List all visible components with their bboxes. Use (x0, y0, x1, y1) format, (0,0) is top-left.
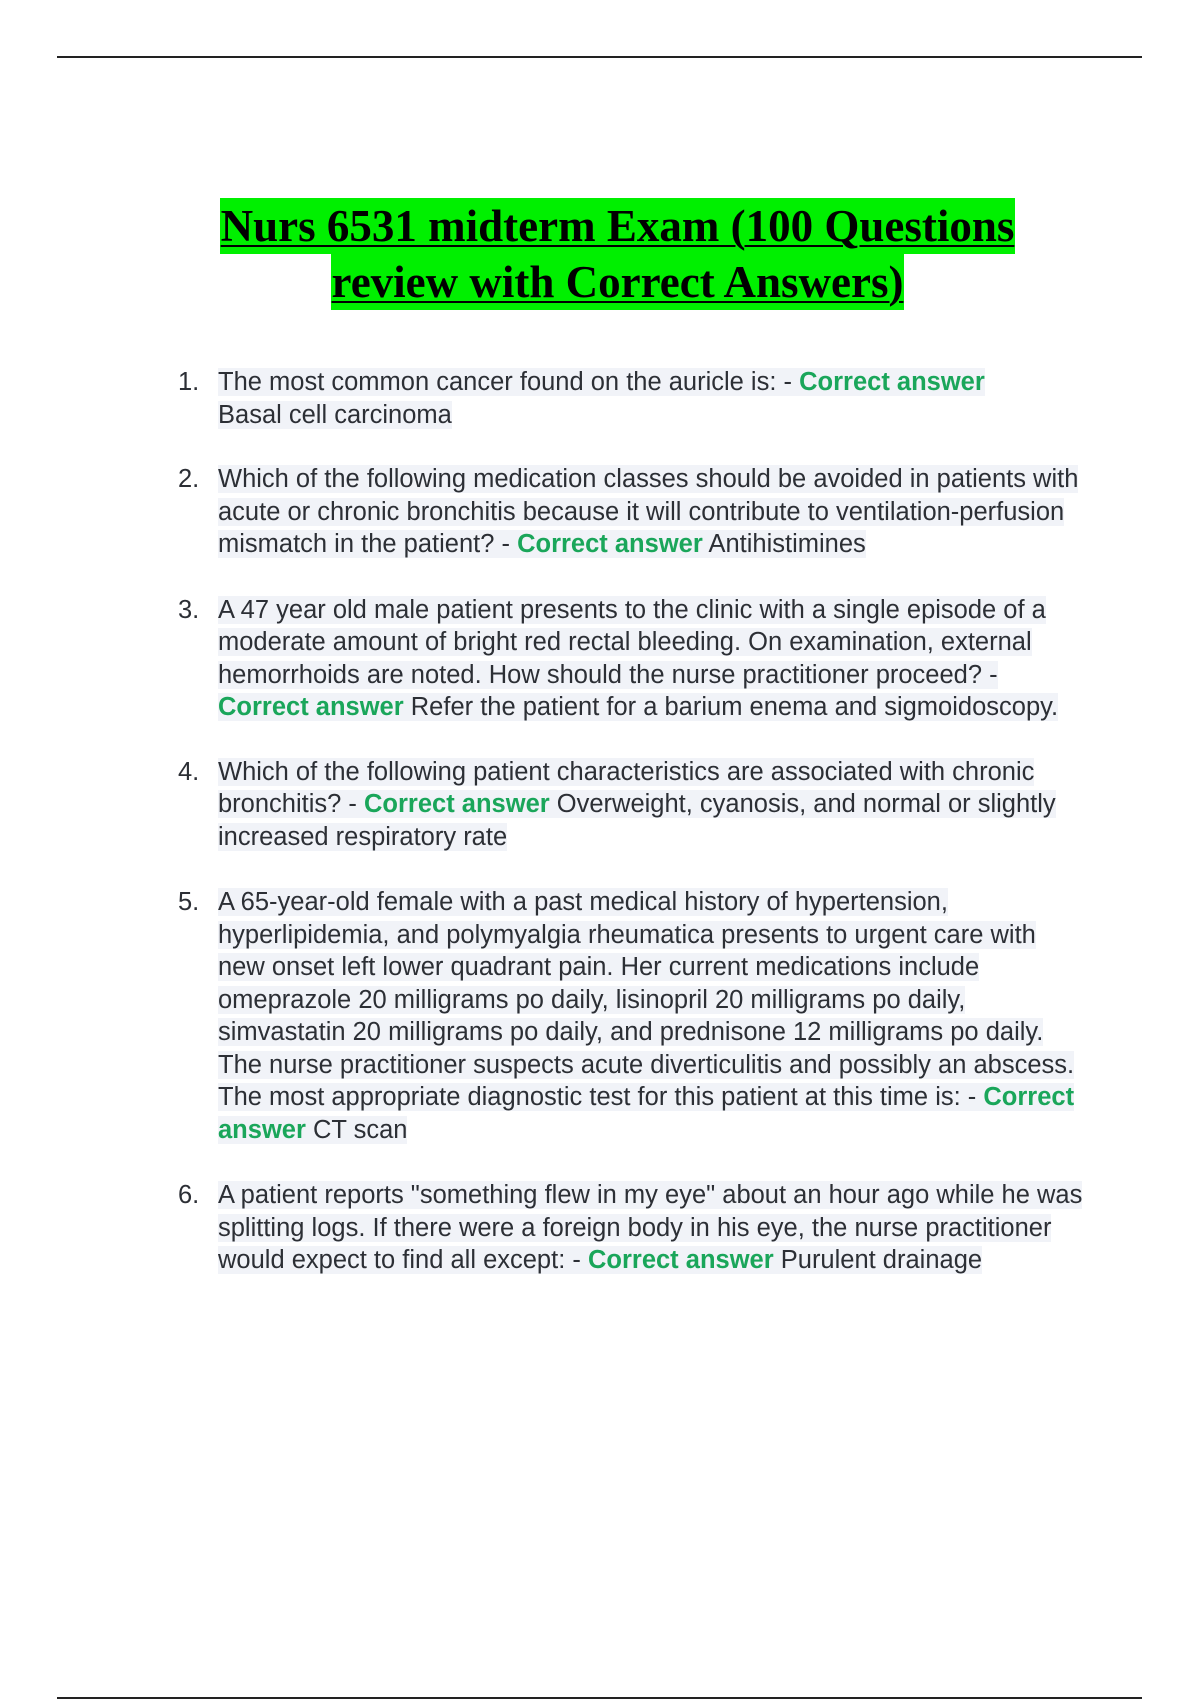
question-number: 3. (178, 595, 200, 624)
correct-answer-label: Correct answer (364, 790, 550, 818)
answer-text: Overweight, cyanosis, and normal or slightly increased respiratory rate (218, 790, 1056, 851)
question-text: A 47 year old male patient presents to the clinic with a single episode of a moderate amount of bright red rectal bleeding. On examination, external hemorrhoids are noted. How should the nurse practitioner proceed? (218, 595, 1046, 689)
correct-answer-label: Correct answer (218, 1083, 1075, 1144)
question-item: 3. A 47 year old male patient presents to the clinic with a single episode of a moderate amount of bright red rectal bleeding. On examination, external hemorrhoids are noted. How should the nurse practitioner proceed? - Correct answer Refer the patient for a barium enema and sigmoidoscopy. (178, 595, 1059, 721)
question-item: 1. The most common cancer found on the auricle is: - Correct answer Basal cell carcinoma (178, 368, 985, 429)
question-text: A 65-year-old female with a past medical history of hypertension, hyperlipidemia, and polymyalgia rheumatica presents to urgent care with new onset left lower quadrant pain. Her current medications include omeprazole 20 milligrams po daily, lisinopril 20 milligrams po daily, simvastatin 20 milligrams po daily, and prednisone 12 milligrams po daily. The nurse practitioner suspects acute diverticulitis and possibly an abscess. The most appropriate diagnostic test for this patient at this time is: (218, 888, 1075, 1111)
question-list (178, 366, 1083, 1277)
question-item: 2. Which of the following medication classes should be avoided in patients with acute or chronic bronchitis because it will contribute to ventilation-perfusion mismatch in the patient? - Correct answer Antihistimines (178, 465, 1079, 558)
title-line-2: review with Correct Answers) (331, 254, 905, 310)
question-number: 2. (178, 465, 200, 493)
question-number: 4. (178, 757, 200, 786)
question-text: Which of the following patient characteristics are associated with chronic bronchitis? (218, 757, 1035, 818)
document-title (0, 198, 1200, 310)
answer-text: Antihistimines (708, 530, 866, 558)
question-item: 4. Which of the following patient characteristics are associated with chronic bronchitis? - Correct answer Overweight, cyanosis, and normal or slightly increased respiratory rate (178, 757, 1056, 851)
question-number: 6. (178, 1181, 200, 1209)
question-text: A patient reports "something flew in my eye" about an hour ago while he was splitting logs. If there were a foreign body in his eye, the nurse practitioner would expect to find all except: (218, 1181, 1083, 1274)
title-line-1: Nurs 6531 midterm Exam (100 Questions (220, 198, 1016, 254)
correct-answer-label: Correct answer (218, 693, 404, 721)
question-item: 6. A patient reports "something flew in my eye" about an hour ago while he was splitting logs. If there were a foreign body in his eye, the nurse practitioner would expect to find all except: - Correct answer Purulent drainage (178, 1181, 1083, 1274)
question-item: 5. A 65-year-old female with a past medical history of hypertension, hyperlipidemia, and polymyalgia rheumatica presents to urgent care with new onset left lower quadrant pain. Her current medications include omeprazole 20 milligrams po daily, lisinopril 20 milligrams po daily, simvastatin 20 milligrams po daily, and prednisone 12 milligrams po daily. The nurse practitioner suspects acute diverticulitis and possibly an abscess. The most appropriate diagnostic test for this patient at this time is: - Correct answer CT scan (178, 888, 1075, 1144)
answer-text: Refer the patient for a barium enema and sigmoidoscopy. (410, 693, 1059, 721)
question-number: 5. (178, 888, 200, 916)
correct-answer-label: Correct answer (799, 368, 985, 396)
question-text: The most common cancer found on the auricle is: (218, 368, 777, 396)
answer-text: Purulent drainage (780, 1246, 983, 1274)
correct-answer-label: Correct answer (587, 1246, 774, 1274)
question-number: 1. (178, 368, 200, 396)
bottom-rule (57, 1697, 1142, 1699)
correct-answer-label: Correct answer (517, 530, 703, 558)
answer-text: CT scan (312, 1115, 408, 1144)
answer-text: Basal cell carcinoma (218, 400, 452, 429)
top-rule (57, 56, 1142, 58)
question-text: Which of the following medication classes should be avoided in patients with acute or chronic bronchitis because it will contribute to ventilation-perfusion mismatch in the patient? (218, 465, 1079, 558)
